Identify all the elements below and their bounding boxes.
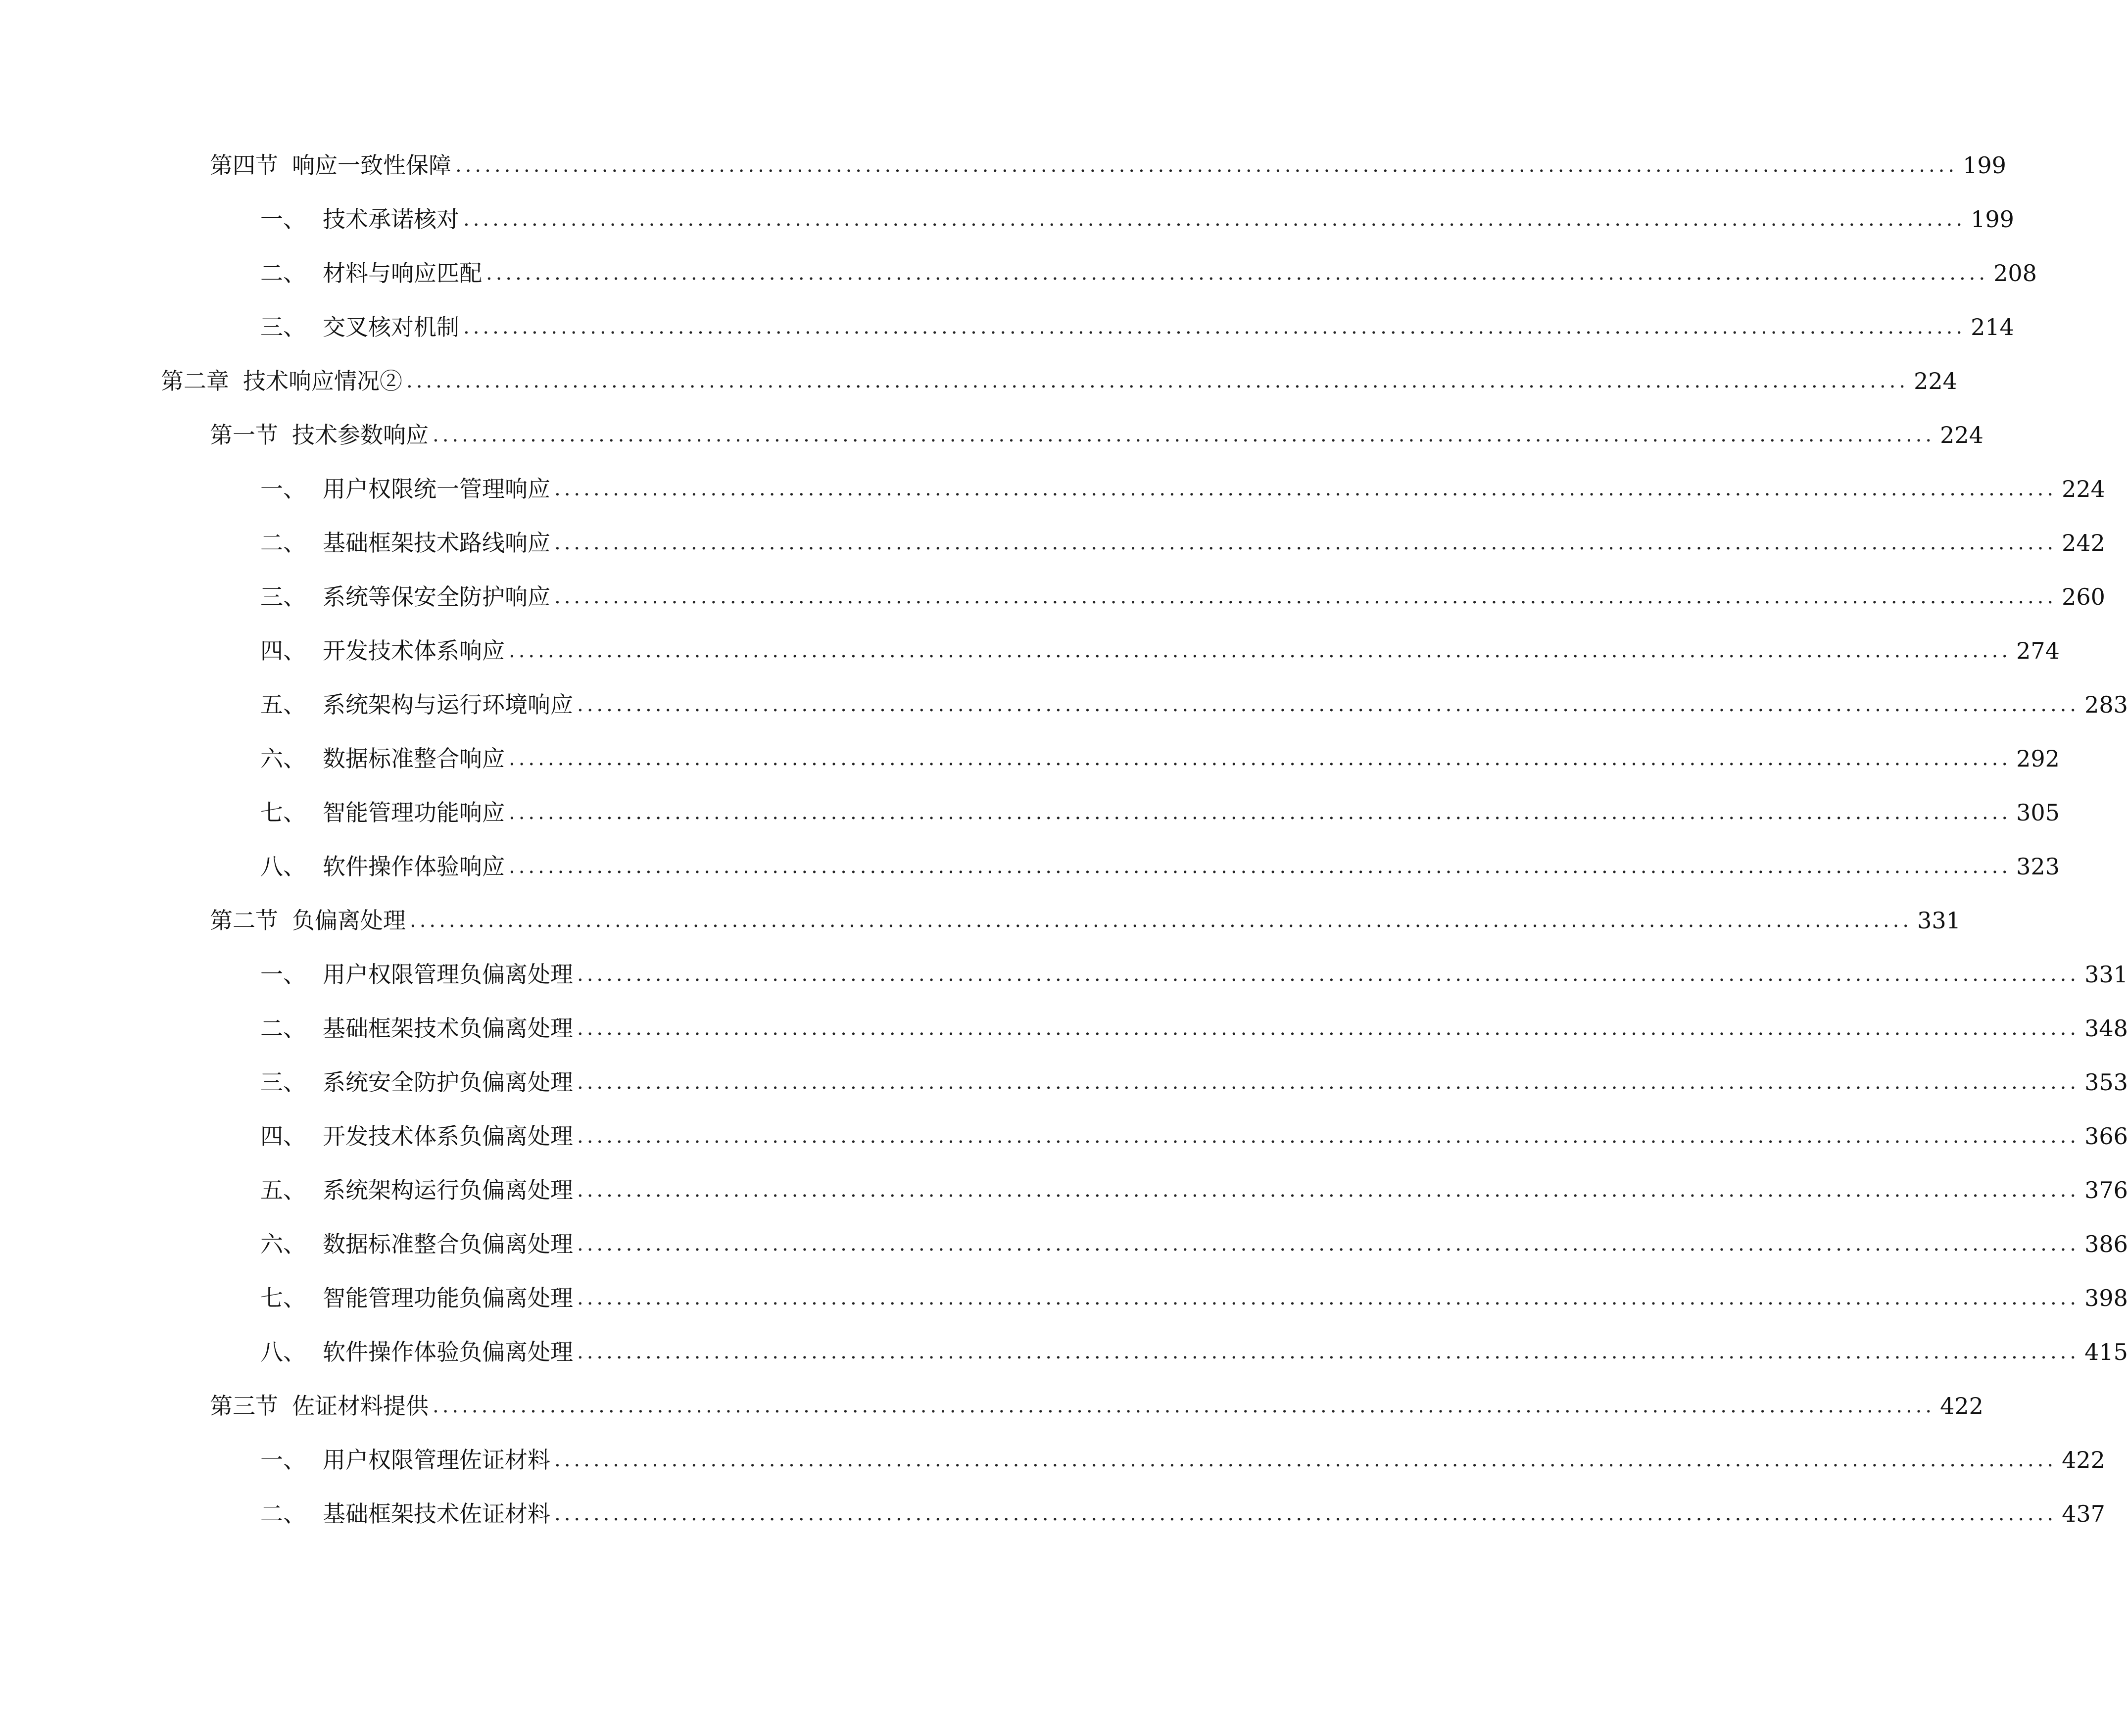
dot-leader: .......................................................................................................................................................... (509, 801, 2012, 824)
toc-title: 负偏离处理 (292, 907, 406, 934)
toc-number: 第二章 (161, 368, 229, 394)
dot-leader: .......................................................................................................................................................... (509, 639, 2012, 662)
toc-title: 交叉核对机制 (323, 314, 459, 340)
toc-entry[interactable] (0, 847, 2060, 886)
dot-leader: .......................................................................................................................................................... (577, 1287, 2080, 1309)
dot-leader: .......................................................................................................................................................... (554, 1502, 2057, 1525)
toc-page-number: 214 (1971, 314, 2014, 340)
toc-title: 智能管理功能负偏离处理 (323, 1285, 573, 1311)
toc-number: 第四节 (210, 152, 278, 179)
dot-leader: .......................................................................................................................................................... (577, 1071, 2080, 1094)
dot-leader: .......................................................................................................................................................... (554, 585, 2057, 608)
toc-page-number: 331 (1917, 907, 1961, 934)
dot-leader: .......................................................................................................................................................... (455, 154, 1958, 177)
toc-title: 开发技术体系响应 (323, 637, 505, 664)
toc-title: 技术响应情况② (243, 368, 402, 394)
dot-leader: .......................................................................................................................................................... (554, 531, 2057, 554)
toc-page-number: 422 (2062, 1447, 2105, 1473)
toc-title: 技术参数响应 (292, 422, 429, 448)
toc-entry[interactable] (0, 253, 2037, 293)
dot-leader: .......................................................................................................................................................... (577, 1233, 2080, 1255)
toc-number: 二、 (260, 260, 306, 287)
toc-page-number: 348 (2084, 1015, 2128, 1042)
toc-page-number: 242 (2062, 530, 2105, 556)
toc-title: 系统等保安全防护响应 (323, 583, 550, 610)
toc-page-number: 398 (2084, 1285, 2128, 1311)
dot-leader: .......................................................................................................................................................... (406, 370, 1909, 392)
dot-leader: .......................................................................................................................................................... (509, 747, 2012, 770)
toc-entry[interactable] (0, 1494, 2105, 1534)
toc-title: 系统架构与运行环境响应 (323, 691, 573, 718)
toc-entry[interactable] (0, 955, 2128, 994)
toc-page-number: 353 (2084, 1069, 2128, 1096)
toc-entry[interactable] (0, 577, 2105, 617)
toc-page-number: 331 (2084, 961, 2128, 988)
toc-entry[interactable] (0, 145, 2006, 185)
toc-number: 一、 (260, 961, 306, 988)
toc-page-number: 208 (1993, 260, 2037, 287)
toc-title: 技术承诺核对 (323, 206, 459, 233)
toc-page-number: 224 (1914, 368, 1957, 394)
toc-entry[interactable] (0, 523, 2105, 563)
dot-leader: .......................................................................................................................................................... (433, 1395, 1935, 1417)
toc-page-number: 437 (2062, 1500, 2105, 1527)
toc-title: 材料与响应匹配 (323, 260, 482, 287)
toc-page-number: 260 (2062, 583, 2105, 610)
dot-leader: .......................................................................................................................................................... (410, 909, 1913, 932)
dot-leader: .......................................................................................................................................................... (577, 963, 2080, 986)
toc-number: 二、 (260, 1500, 306, 1527)
toc-number: 一、 (260, 476, 306, 502)
toc-page-number: 199 (1963, 152, 2006, 179)
dot-leader: .......................................................................................................................................................... (577, 1341, 2080, 1363)
toc-entry[interactable] (0, 1440, 2105, 1480)
toc-entry[interactable] (0, 469, 2105, 509)
toc-entry[interactable] (0, 1224, 2128, 1264)
toc-entry[interactable] (0, 1332, 2128, 1372)
toc-number: 五、 (260, 691, 306, 718)
toc-page-number: 376 (2084, 1177, 2128, 1204)
toc-number: 二、 (260, 530, 306, 556)
toc-number: 第一节 (210, 422, 278, 448)
toc-number: 七、 (260, 1285, 306, 1311)
toc-entry[interactable] (0, 1386, 1983, 1426)
toc-page-number: 292 (2016, 745, 2060, 772)
toc-entry[interactable] (0, 199, 2014, 239)
toc-number: 三、 (260, 314, 306, 340)
toc-title: 用户权限统一管理响应 (323, 476, 550, 502)
toc-entry[interactable] (0, 1062, 2128, 1102)
toc-title: 开发技术体系负偏离处理 (323, 1123, 573, 1150)
toc-entry[interactable] (0, 739, 2060, 778)
toc-page-number: 224 (1940, 422, 1983, 448)
toc-title: 佐证材料提供 (292, 1393, 429, 1419)
toc-page-number: 199 (1971, 206, 2014, 233)
toc-entry[interactable] (0, 631, 2060, 671)
toc-number: 三、 (260, 1069, 306, 1096)
dot-leader: .......................................................................................................................................................... (486, 262, 1989, 285)
toc-entry[interactable] (0, 361, 1957, 401)
dot-leader: .......................................................................................................................................................... (509, 855, 2012, 878)
toc-title: 数据标准整合响应 (323, 745, 505, 772)
toc-title: 系统安全防护负偏离处理 (323, 1069, 573, 1096)
toc-entry[interactable] (0, 685, 2128, 724)
toc-page-number: 415 (2084, 1339, 2128, 1365)
toc-title: 数据标准整合负偏离处理 (323, 1231, 573, 1257)
dot-leader: .......................................................................................................................................................... (554, 1448, 2057, 1471)
toc-page-number: 366 (2084, 1123, 2128, 1150)
toc-number: 三、 (260, 583, 306, 610)
dot-leader: .......................................................................................................................................................... (463, 316, 1966, 338)
toc-title: 用户权限管理负偏离处理 (323, 961, 573, 988)
toc-entry[interactable] (0, 415, 1983, 455)
toc-number: 第三节 (210, 1393, 278, 1419)
toc-page-number: 305 (2016, 799, 2060, 826)
toc-entry[interactable] (0, 901, 1961, 940)
toc-number: 七、 (260, 799, 306, 826)
toc-number: 六、 (260, 745, 306, 772)
toc-number: 四、 (260, 1123, 306, 1150)
toc-page-number: 422 (1940, 1393, 1983, 1419)
toc-number: 四、 (260, 637, 306, 664)
toc-entry[interactable] (0, 307, 2014, 347)
toc-title: 基础框架技术负偏离处理 (323, 1015, 573, 1042)
toc-page-number: 386 (2084, 1231, 2128, 1257)
dot-leader: .......................................................................................................................................................... (433, 424, 1935, 446)
toc-entry[interactable] (0, 1009, 2128, 1048)
toc-title: 基础框架技术佐证材料 (323, 1500, 550, 1527)
toc-page-number: 323 (2016, 853, 2060, 880)
toc-number: 五、 (260, 1177, 306, 1204)
dot-leader: .......................................................................................................................................................... (554, 478, 2057, 500)
toc-entry[interactable] (0, 1170, 2128, 1210)
toc-entry[interactable] (0, 793, 2060, 832)
toc-title: 响应一致性保障 (292, 152, 451, 179)
toc-title: 用户权限管理佐证材料 (323, 1447, 550, 1473)
toc-number: 一、 (260, 1447, 306, 1473)
toc-number: 第二节 (210, 907, 278, 934)
toc-title: 智能管理功能响应 (323, 799, 505, 826)
dot-leader: .......................................................................................................................................................... (577, 1179, 2080, 1202)
dot-leader: .......................................................................................................................................................... (577, 1125, 2080, 1148)
toc-number: 六、 (260, 1231, 306, 1257)
dot-leader: .......................................................................................................................................................... (577, 1017, 2080, 1040)
toc-entry[interactable] (0, 1116, 2128, 1156)
toc-page-number: 224 (2062, 476, 2105, 502)
toc-title: 系统架构运行负偏离处理 (323, 1177, 573, 1204)
toc-entry[interactable] (0, 1278, 2128, 1318)
toc-title: 基础框架技术路线响应 (323, 530, 550, 556)
dot-leader: .......................................................................................................................................................... (577, 693, 2080, 716)
toc-number: 八、 (260, 853, 306, 880)
toc-page-number: 283 (2084, 691, 2128, 718)
toc-number: 二、 (260, 1015, 306, 1042)
toc-title: 软件操作体验负偏离处理 (323, 1339, 573, 1365)
toc-number: 八、 (260, 1339, 306, 1365)
dot-leader: .......................................................................................................................................................... (463, 208, 1966, 231)
toc-title: 软件操作体验响应 (323, 853, 505, 880)
toc-number: 一、 (260, 206, 306, 233)
toc-page-number: 274 (2016, 637, 2060, 664)
